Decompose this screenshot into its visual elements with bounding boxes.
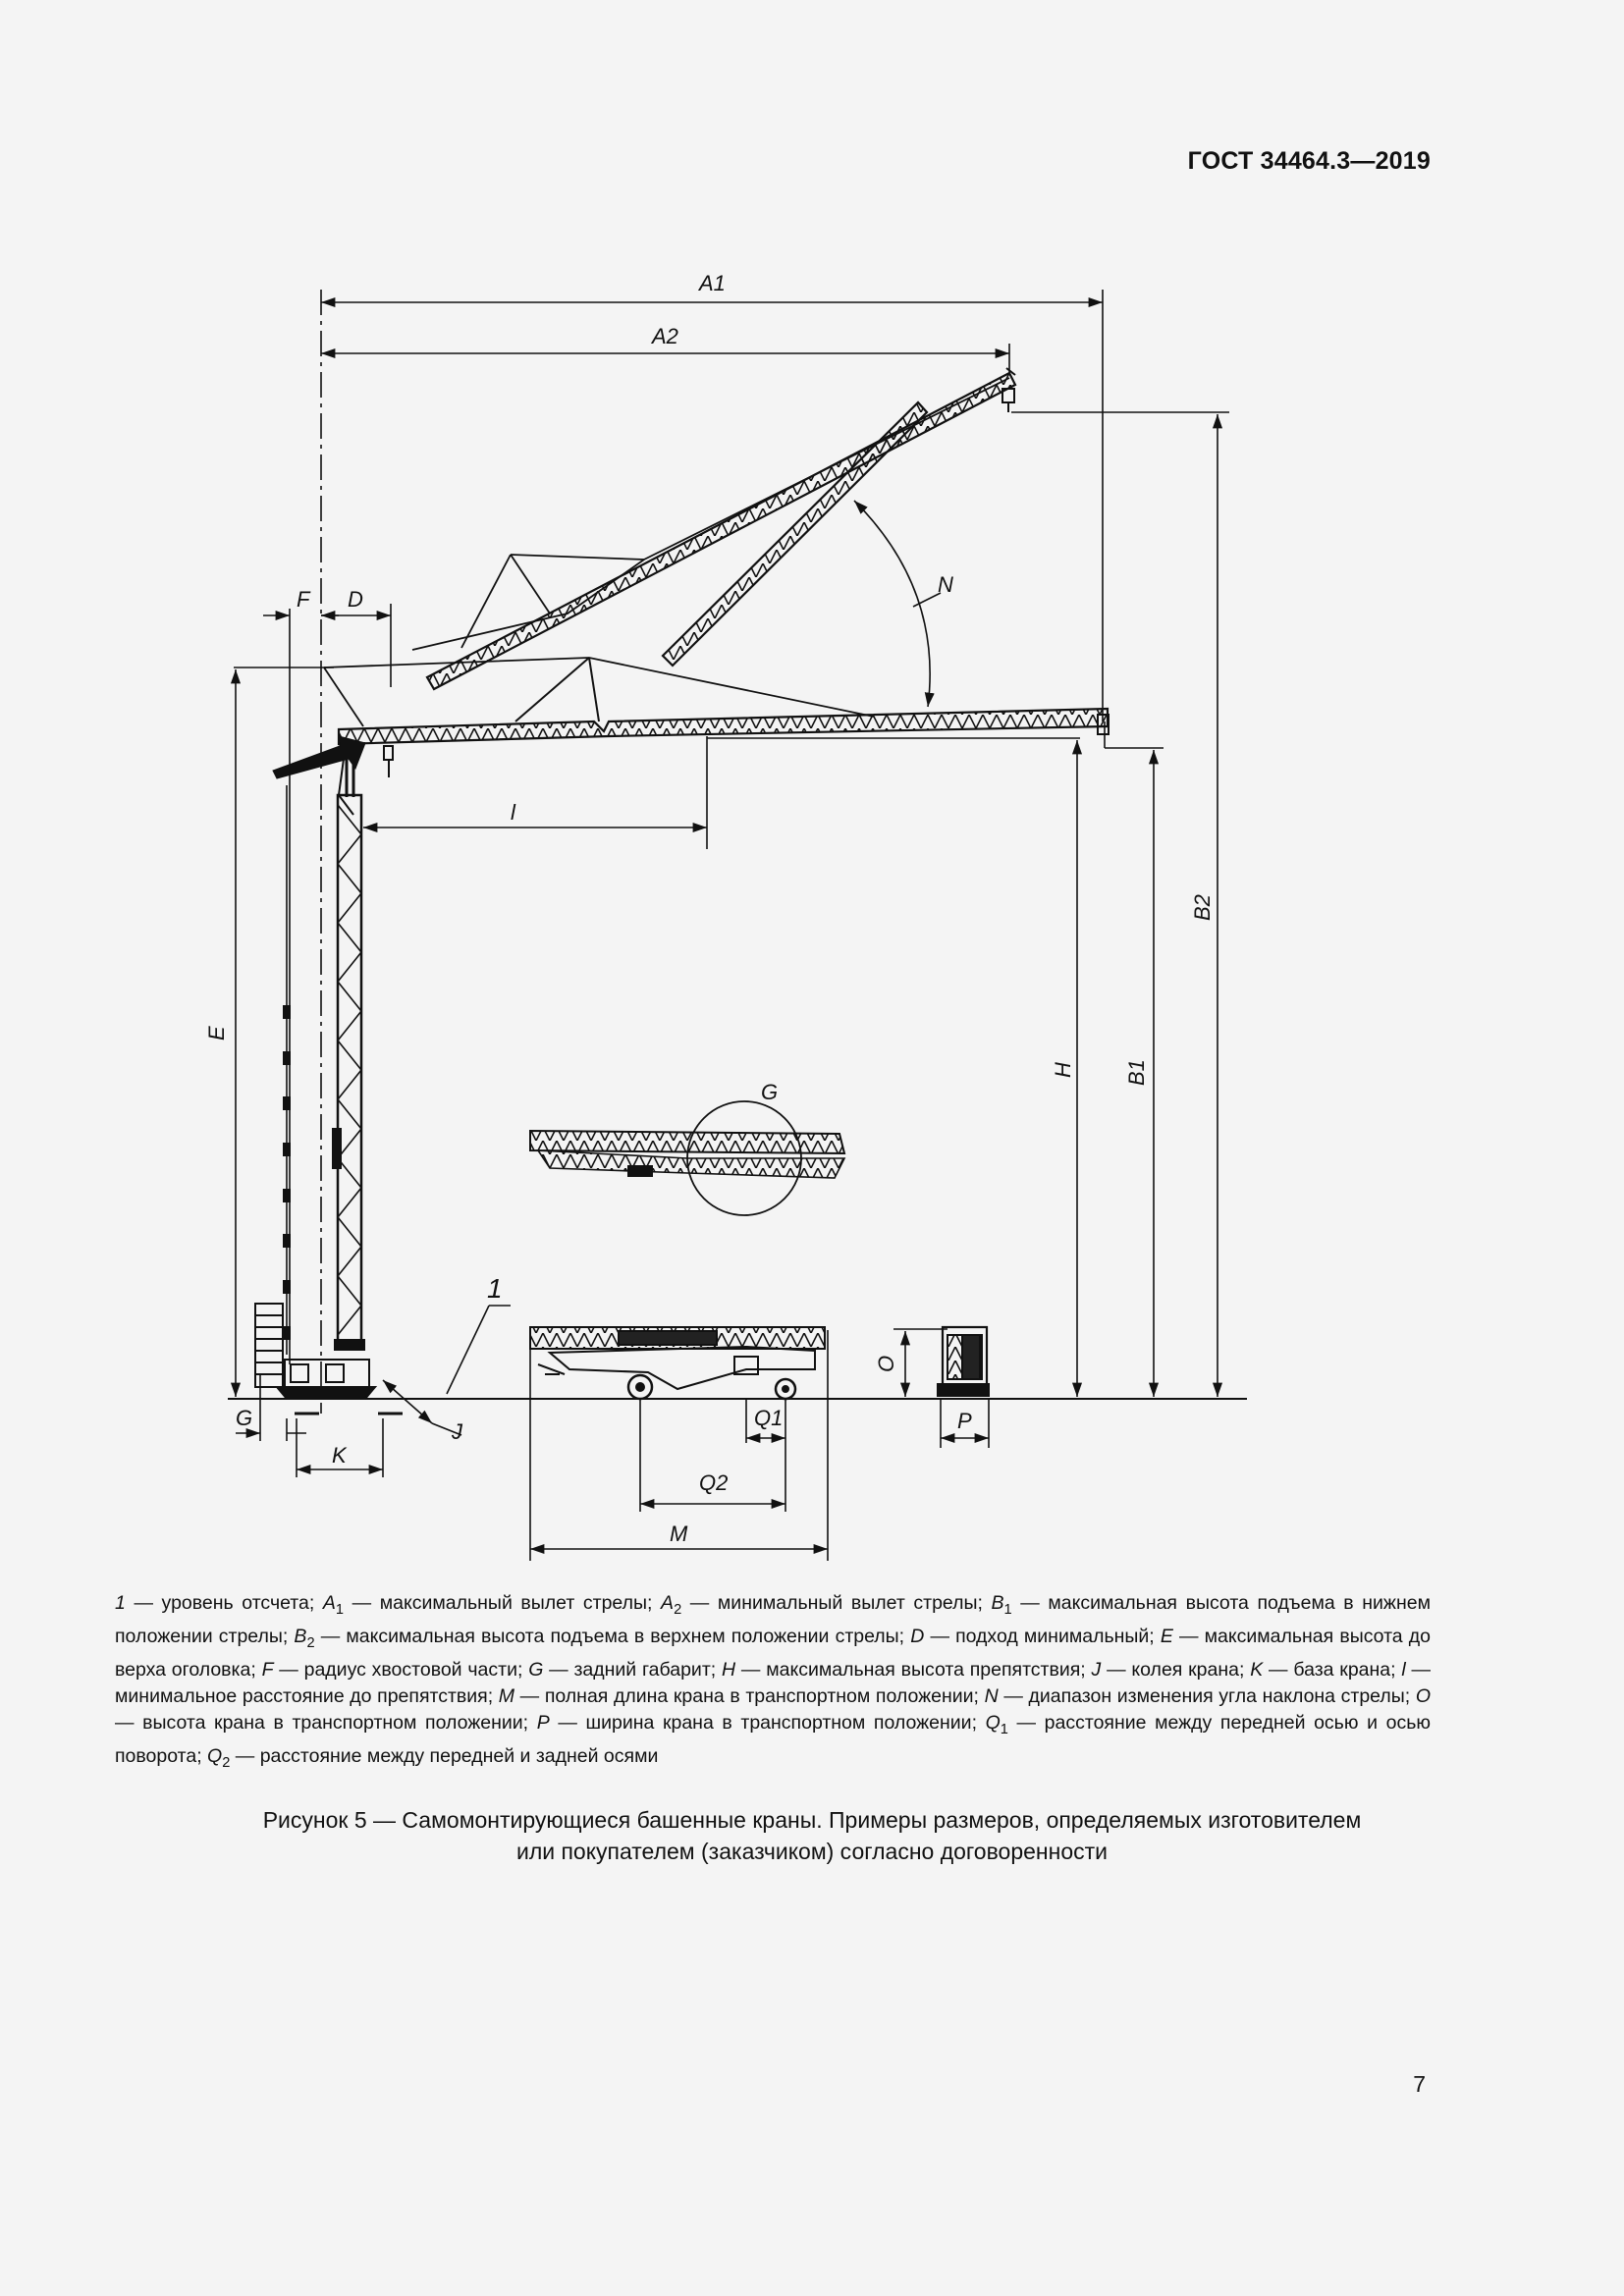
caption-line-1: Рисунок 5 — Самомонтирующиеся башенные краны. Примеры размеров, определяемых изготовителем — [262, 1807, 1362, 1833]
legend-description: — расстояние между передней осью и осью поворота; — [115, 1711, 1431, 1767]
legend-symbol: A — [322, 1592, 336, 1614]
legend-subscript: 2 — [222, 1754, 231, 1771]
legend-entry — [661, 1592, 992, 1618]
legend-symbol: l — [1401, 1658, 1406, 1681]
legend-description: — высота крана в транспортном положении; — [115, 1711, 537, 1734]
label-Q1: Q1 — [754, 1406, 784, 1430]
transport-end-view — [938, 1327, 989, 1396]
legend-entry — [499, 1685, 985, 1707]
label-A1: A1 — [699, 271, 726, 295]
label-B1: B1 — [1124, 1059, 1149, 1086]
label-l: l — [511, 800, 515, 825]
legend-description: — минимальный вылет стрелы; — [681, 1592, 992, 1614]
label-A2: A2 — [652, 324, 678, 348]
label-K: K — [332, 1443, 347, 1468]
legend-subscript: 2 — [306, 1634, 315, 1651]
legend-description: — максимальная высота до верха оголовка; — [115, 1625, 1431, 1681]
legend-symbol: Q — [985, 1711, 1001, 1734]
boom-raised — [412, 368, 1015, 689]
legend-symbol: A — [661, 1592, 675, 1614]
crane-base — [277, 1360, 403, 1414]
legend-entry — [1250, 1659, 1401, 1681]
legend-symbol: M — [498, 1684, 515, 1707]
legend-entry — [322, 1592, 662, 1618]
legend-symbol: B — [991, 1592, 1004, 1614]
legend-subscript: 2 — [674, 1601, 682, 1618]
legend-entry — [910, 1626, 1161, 1647]
legend-entry — [537, 1712, 986, 1734]
legend-subscript: 1 — [1003, 1601, 1012, 1618]
legend-subscript: 1 — [1000, 1721, 1008, 1737]
rear-detail — [530, 1101, 844, 1215]
legend-description: — подход минимальный; — [924, 1625, 1161, 1647]
legend-description: — база крана; — [1263, 1658, 1402, 1681]
legend-entry — [207, 1744, 659, 1771]
figure-caption — [115, 1804, 1509, 1867]
legend-description: — максимальная высота препятствия; — [735, 1658, 1092, 1681]
legend-symbol: J — [1091, 1658, 1102, 1681]
legend-symbol: B — [294, 1625, 307, 1647]
legend-symbol: 1 — [115, 1592, 126, 1614]
label-B2: B2 — [1190, 894, 1215, 921]
legend-entry — [722, 1659, 1092, 1681]
legend-symbol: P — [536, 1711, 550, 1734]
legend-symbol: E — [1160, 1625, 1173, 1647]
label-O: O — [874, 1355, 898, 1372]
legend-symbol: D — [910, 1625, 925, 1647]
legend-description: — колея крана; — [1101, 1658, 1251, 1681]
label-J: J — [452, 1419, 462, 1444]
figure-legend — [115, 1590, 1431, 1777]
boom-lowered — [273, 658, 1109, 815]
legend-entry — [985, 1685, 1416, 1707]
legend-description: — радиус хвостовой части; — [273, 1658, 529, 1681]
legend-description: — максимальная высота подъема в нижнем положении стрелы; — [115, 1592, 1431, 1647]
legend-symbol: H — [721, 1658, 736, 1681]
label-N: N — [938, 572, 953, 597]
label-D: D — [348, 587, 363, 612]
legend-entry — [1092, 1659, 1251, 1681]
label-F: F — [297, 587, 310, 612]
legend-description: — максимальная высота подъема в верхнем положении стрелы; — [314, 1625, 911, 1647]
legend-entry — [262, 1659, 529, 1681]
legend-symbol: N — [984, 1684, 999, 1707]
legend-description: — полная длина крана в транспортном положении; — [514, 1684, 985, 1707]
legend-symbol: F — [261, 1658, 274, 1681]
legend-symbol: O — [1415, 1684, 1432, 1707]
legend-description: — задний габарит; — [543, 1658, 722, 1681]
standard-number: ГОСТ 34464.3—2019 — [1187, 147, 1431, 175]
label-H: H — [1051, 1062, 1075, 1078]
legend-entry — [294, 1625, 911, 1651]
legend-symbol: Q — [207, 1744, 223, 1767]
legend-text — [115, 1592, 1432, 1771]
label-ref-1: 1 — [487, 1273, 503, 1304]
legend-entry — [115, 1592, 323, 1614]
legend-description: — минимальное расстояние до препятствия; — [115, 1658, 1431, 1707]
legend-description: — уровень отсчета; — [125, 1592, 323, 1614]
legend-description: — ширина крана в транспортном положении; — [549, 1711, 986, 1734]
legend-subscript: 1 — [335, 1601, 345, 1618]
legend-symbol: G — [528, 1658, 544, 1681]
label-P: P — [957, 1409, 972, 1433]
label-M: M — [670, 1522, 688, 1546]
label-G-top: G — [761, 1080, 779, 1104]
caption-line-2: или покупателем (заказчиком) согласно договоренности — [515, 1839, 1109, 1864]
counter-cable — [284, 785, 290, 1355]
legend-description: — максимальный вылет стрелы; — [344, 1592, 662, 1614]
label-G: G — [236, 1406, 253, 1430]
tower-mast — [333, 746, 364, 1350]
legend-symbol: K — [1250, 1658, 1264, 1681]
transport-side-view — [530, 1327, 825, 1399]
legend-entry — [528, 1659, 722, 1681]
label-Q2: Q2 — [699, 1470, 729, 1495]
legend-description: — расстояние между передней и задней осями — [230, 1744, 659, 1767]
legend-description: — диапазон изменения угла наклона стрелы; — [998, 1684, 1416, 1707]
label-E: E — [204, 1026, 229, 1041]
page-number: 7 — [1413, 2071, 1426, 2097]
